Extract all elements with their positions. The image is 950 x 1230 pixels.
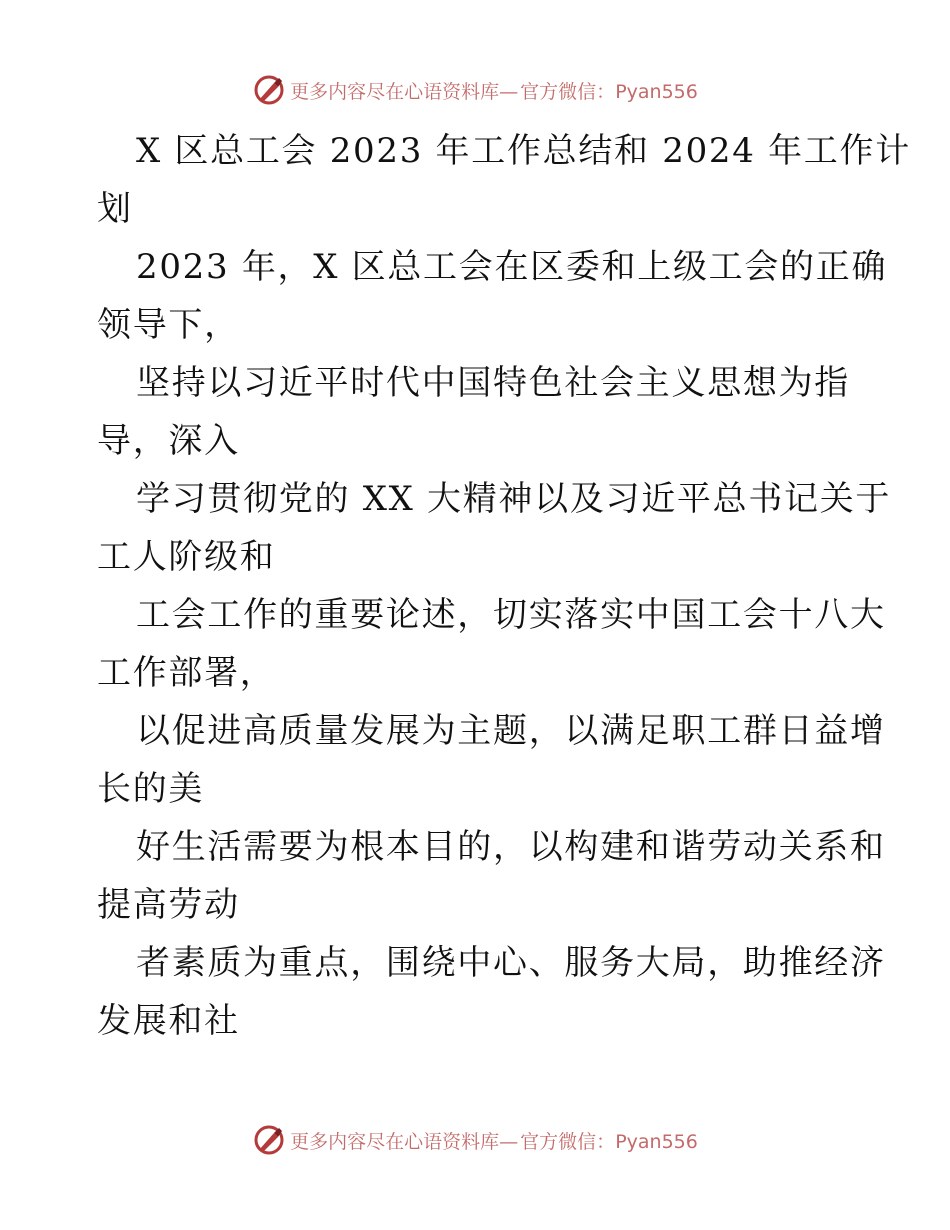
watermark-separator: —: [499, 1130, 519, 1153]
paragraph-line: 坚持以习近平时代中国特色社会主义思想为指: [136, 363, 850, 403]
title-line-continued: 划: [97, 189, 133, 229]
paragraph-line: 工会工作的重要论述，切实落实中国工会十八大: [136, 595, 886, 635]
paragraph-line: 领导下，: [97, 305, 240, 345]
watermark-label: 官方微信：: [520, 80, 616, 103]
watermark-account: Pyan556: [615, 1130, 698, 1153]
paragraph-line: 提高劳动: [97, 885, 240, 925]
pen-logo-icon: [252, 73, 286, 107]
watermark-text: [290, 1127, 698, 1154]
document-body: [97, 122, 911, 1050]
paragraph-line: 长的美: [97, 769, 205, 809]
watermark-brand: 更多内容尽在心语资料库: [290, 80, 500, 103]
paragraph-line: 工人阶级和: [97, 537, 276, 577]
watermark-banner-top: [0, 70, 950, 110]
title-line: X 区总工会 2023 年工作总结和 2024 年工作计: [136, 131, 911, 171]
watermark-separator: —: [499, 80, 519, 103]
watermark-text: [290, 77, 698, 104]
paragraph-line: 工作部署，: [97, 653, 276, 693]
paragraph-line: 者素质为重点，围绕中心、服务大局，助推经济: [136, 943, 886, 983]
paragraph-line: 发展和社: [97, 1001, 240, 1041]
watermark-label: 官方微信：: [520, 1130, 616, 1153]
paragraph-line: 学习贯彻党的 XX 大精神以及习近平总书记关于: [136, 479, 892, 519]
paragraph-line: 2023 年，X 区总工会在区委和上级工会的正确: [136, 247, 888, 287]
watermark-account: Pyan556: [615, 80, 698, 103]
paragraph-line: 好生活需要为根本目的，以构建和谐劳动关系和: [136, 827, 886, 867]
watermark-banner-bottom: [0, 1120, 950, 1160]
watermark-brand: 更多内容尽在心语资料库: [290, 1130, 500, 1153]
pen-logo-icon: [252, 1123, 286, 1157]
paragraph-line: 以促进高质量发展为主题，以满足职工群日益增: [136, 711, 886, 751]
paragraph-line: 导，深入: [97, 421, 240, 461]
